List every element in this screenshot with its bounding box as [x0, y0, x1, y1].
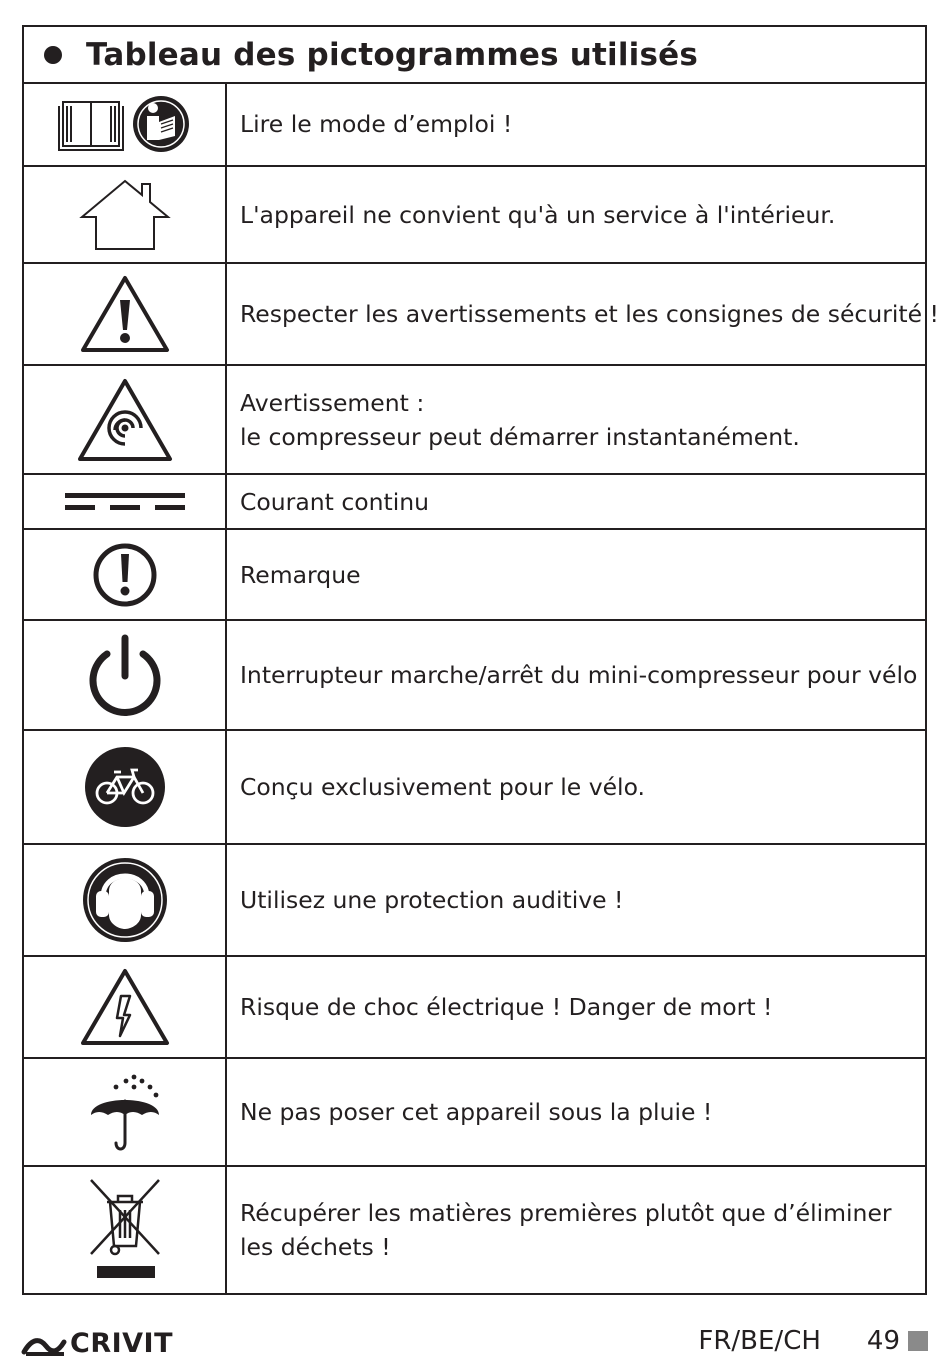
icon-cell: [24, 475, 227, 528]
note-exclamation-icon: [92, 542, 158, 608]
icon-cell: [24, 530, 227, 619]
indoor-house-icon: [80, 179, 170, 251]
page-info: [698, 1326, 928, 1356]
table-row: [24, 957, 925, 1059]
row-text: Conçu exclusivement pour le vélo.: [240, 773, 646, 801]
table-row: [24, 530, 925, 621]
brand-logo: [22, 1328, 173, 1359]
read-manual-icon: [55, 94, 195, 154]
table-title-bar: [24, 27, 925, 84]
bicycle-icon: [84, 746, 166, 828]
compressor-start-warning-icon: [77, 378, 173, 462]
page-footer: [0, 1318, 950, 1363]
icon-cell: [24, 957, 227, 1057]
rain-umbrella-icon: [88, 1071, 162, 1153]
power-icon: [85, 632, 165, 718]
table-row: [24, 621, 925, 731]
table-row: [24, 845, 925, 957]
icon-cell: [24, 845, 227, 955]
region-label: FR/BE/CH: [698, 1326, 821, 1356]
ear-protection-icon: [82, 857, 168, 943]
table-row: [24, 1059, 925, 1167]
table-row: [24, 1167, 925, 1293]
table-row: [24, 475, 925, 530]
icon-cell: [24, 731, 227, 843]
row-text: Respecter les avertissements et les consignes de sécurité !: [240, 300, 939, 328]
row-text: Interrupteur marche/arrêt du mini-compresseur pour vélo: [240, 661, 918, 689]
icon-cell: [24, 264, 227, 364]
icon-cell: [24, 167, 227, 262]
crossed-bin-icon: [89, 1178, 161, 1282]
warning-exclamation-icon: [80, 275, 170, 353]
pictogram-table: [22, 25, 939, 1295]
icon-cell: [24, 82, 227, 165]
icon-cell: [24, 1167, 227, 1293]
row-text: Lire le mode d’emploi !: [240, 109, 513, 138]
crivit-logo-icon: [22, 1332, 66, 1356]
page-marker-square: [908, 1331, 928, 1351]
row-text: Risque de choc électrique ! Danger de mort !: [240, 993, 773, 1021]
table-row: [24, 366, 925, 475]
direct-current-icon: [65, 491, 185, 513]
icon-cell: [24, 1059, 227, 1165]
row-text: L'appareil ne convient qu'à un service à l'intérieur.: [240, 200, 836, 229]
bullet-icon: [44, 46, 62, 64]
row-text: Récupérer les matières premières plutôt que d’éliminer les déchets !: [240, 1199, 892, 1261]
icon-cell: [24, 366, 227, 473]
table-row: [24, 167, 925, 264]
row-text: Utilisez une protection auditive !: [240, 886, 624, 914]
table-title: Tableau des pictogrammes utilisés: [86, 36, 699, 73]
table-row: [24, 731, 925, 845]
row-text: Courant continu: [240, 487, 430, 516]
row-text: Ne pas poser cet appareil sous la pluie !: [240, 1098, 713, 1126]
row-text: Remarque: [240, 560, 361, 589]
row-text: Avertissement : le compresseur peut démarrer instantanément.: [240, 388, 800, 451]
icon-cell: [24, 621, 227, 729]
brand-name: CRIVIT: [70, 1328, 174, 1359]
table-row: [24, 264, 939, 366]
table-row: [24, 82, 925, 167]
electric-shock-warning-icon: [80, 968, 170, 1046]
page-number: 49: [866, 1326, 900, 1356]
